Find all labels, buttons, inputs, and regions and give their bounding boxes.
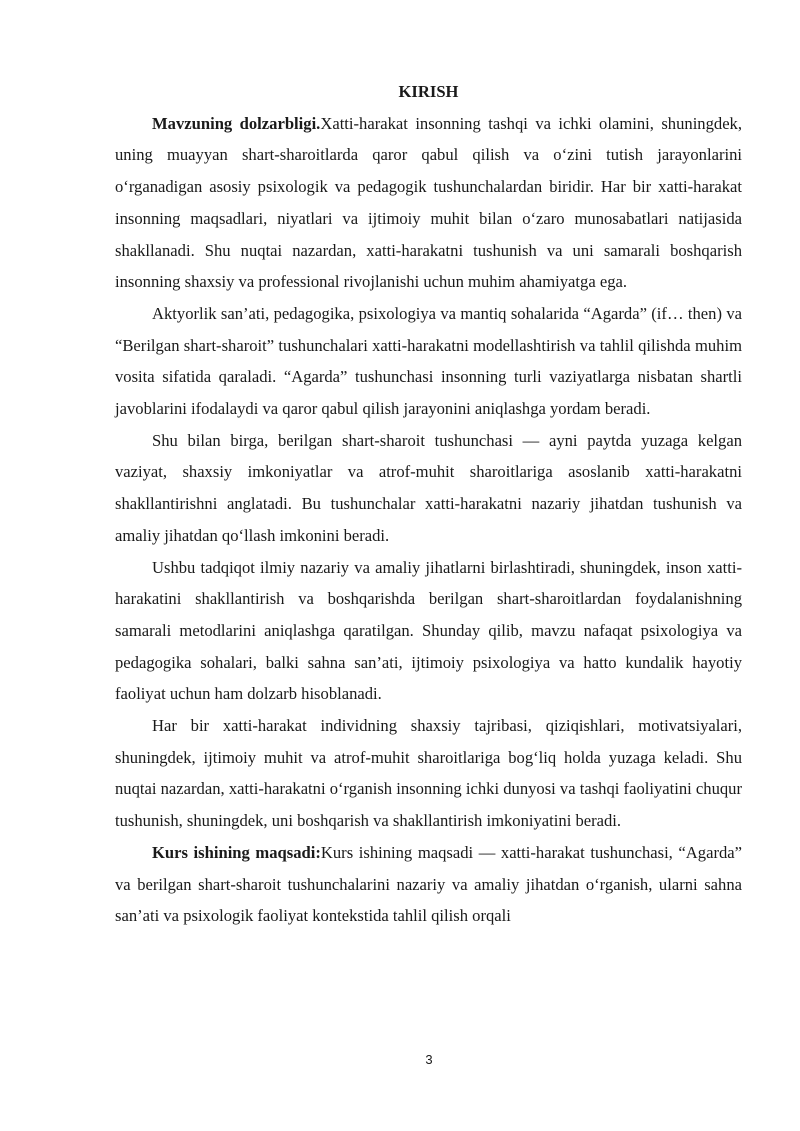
- paragraph-acting: [115, 298, 742, 425]
- paragraph-relevance: [115, 108, 742, 298]
- page-content: [115, 76, 742, 932]
- paragraph-text: Aktyorlik san’ati, pedagogika, psixologiya va mantiq sohalarida “Agarda” (if… then) va “Berilgan shart-sharoit” tushunchalari xatti-harakatni modellashtirish va tahlil qilishda muhim vosita sifatida qaraladi. “Agarda” tushunchasi insonning turli vaziyatlarga nisbatan shartli javoblarini ifodalaydi va qaror qabul qilish jarayonini aniqlashga yordam beradi.: [115, 303, 742, 419]
- paragraph-text: Shu bilan birga, berilgan shart-sharoit tushunchasi — ayni paytda yuzaga kelgan vaziyat, shaxsiy imkoniyatlar va atrof-muhit sharoitlariga asoslanib xatti-harakatni shakllantirishni anglatadi. Bu tushunchalar xatti-harakatni nazariy jihatdan tushunish va amaliy jihatdan qo‘llash imkonini beradi.: [115, 430, 742, 545]
- page-number: 3: [425, 1052, 433, 1067]
- paragraph-text: Kurs ishining maqsadi — xatti-harakat tushunchasi, “Agarda” va berilgan shart-sharoit tushunchalarini nazariy va amaliy jihatdan o‘rganish, ularni sahna san’ati va psixologik faoliyat kontekstida tahlil qilish orqali: [115, 842, 742, 926]
- paragraph-text: Ushbu tadqiqot ilmiy nazariy va amaliy jihatlarni birlashtiradi, shuningdek, inson xatti-harakatini shakllantirish va boshqarishda berilgan shart-sharoitlardan foydalanishning samarali metodlarini aniqlashga qaratilgan. Shunday qilib, mavzu nafaqat psixologiya va pedagogika sohalari, balki sahna san’ati, ijtimoiy psixologiya va hatto kundalik hayotiy faoliyat uchun ham dolzarb hisoblanadi.: [115, 557, 742, 704]
- paragraph-conditions: [115, 425, 742, 552]
- paragraph-text: Xatti-harakat insonning tashqi va ichki olamini, shuningdek, uning muayyan shart-sharoitlarda qaror qabul qilish va o‘zini tutish jarayonlarini o‘rganadigan asosiy psixologik va pedagogik tushunchalardan biridir. Har bir xatti-harakat insonning maqsadlari, niyatlari va ijtimoiy muhit bilan o‘zaro munosabatlari natijasida shakllanadi. Shu nuqtai nazardan, xatti-harakatni tushunish va uni samarali boshqarish insonning shaxsiy va professional rivojlanishi uchun muhim ahamiyatga ega.: [115, 113, 743, 292]
- paragraph-lead: Mavzuning dolzarbligi.: [152, 113, 321, 133]
- paragraph-goal: [115, 837, 742, 932]
- paragraph-behavior: [115, 710, 742, 837]
- paragraph-research: [115, 552, 742, 711]
- paragraph-text: Har bir xatti-harakat individning shaxsiy tajribasi, qiziqishlari, motivatsiyalari, shuningdek, ijtimoiy muhit va atrof-muhit sharoitlariga bog‘liq holda yuzaga keladi. Shu nuqtai nazardan, xatti-harakatni o‘rganish insonning ichki dunyosi va tashqi faoliyatini chuqur tushunish, shuningdek, uni boshqarish va shakllantirish imkoniyatini beradi.: [115, 716, 742, 831]
- paragraph-lead: Kurs ishining maqsadi:: [152, 842, 321, 862]
- section-heading: KIRISH: [398, 82, 459, 101]
